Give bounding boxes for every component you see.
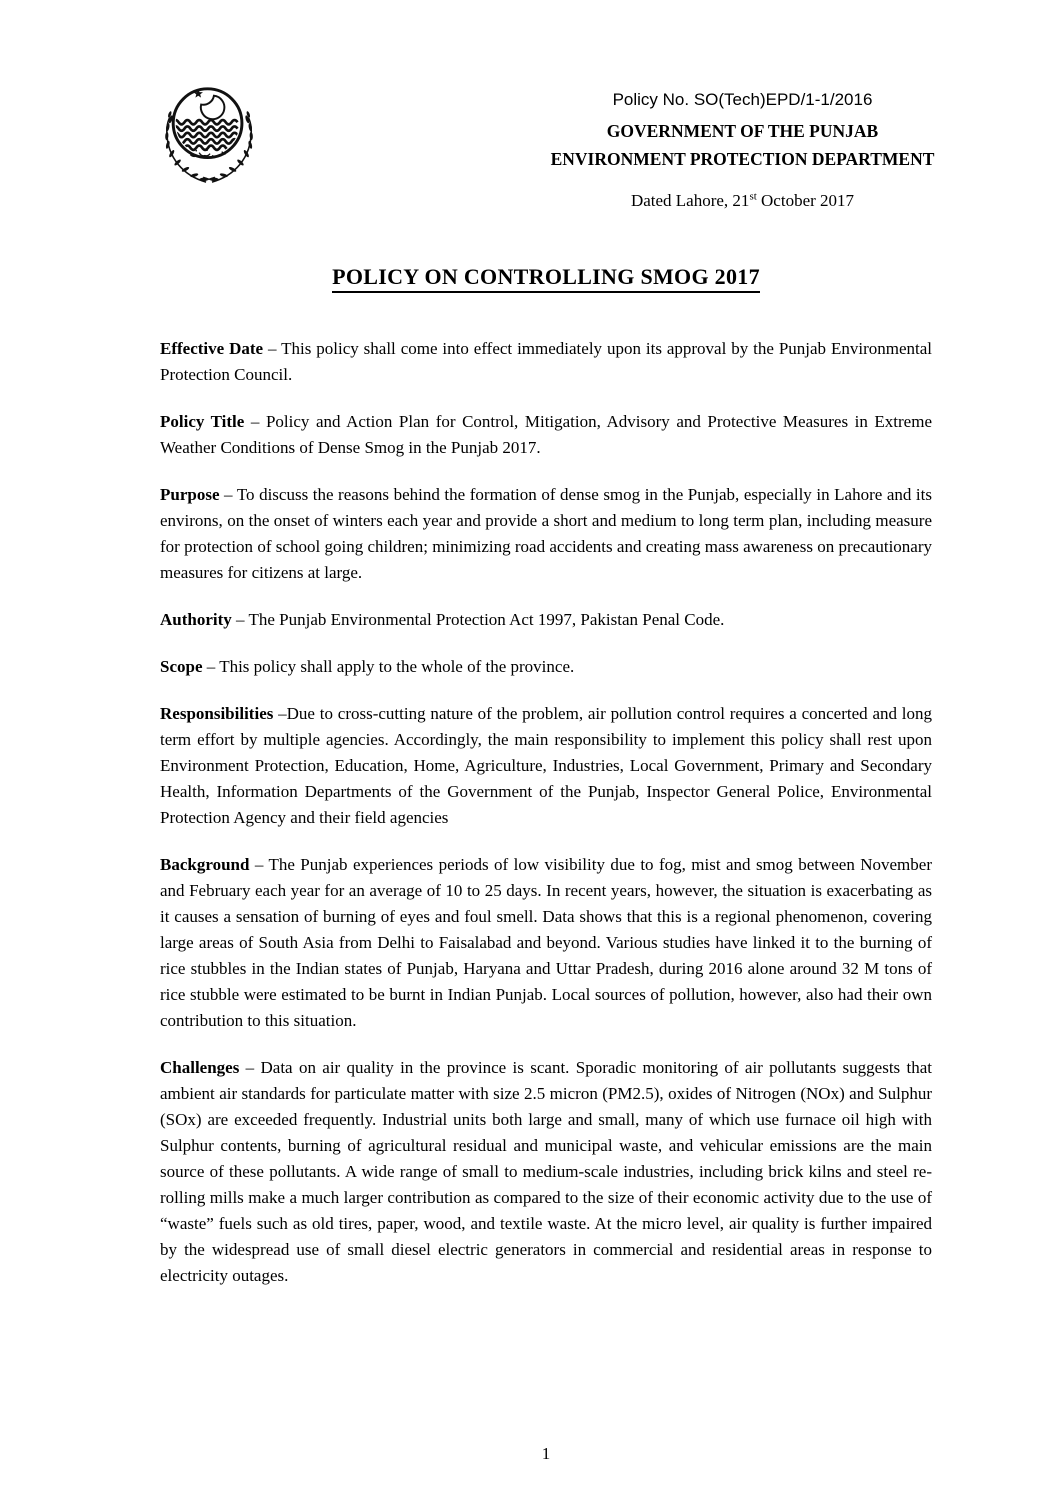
- paragraph-separator: –: [249, 855, 269, 874]
- policy-paragraph-purpose: [160, 482, 932, 586]
- dated-ordinal-superscript: st: [749, 190, 757, 203]
- paragraph-label: Responsibilities: [160, 704, 274, 723]
- paragraph-label: Authority: [160, 610, 232, 629]
- paragraph-separator: –: [219, 485, 237, 504]
- paragraph-text: Policy and Action Plan for Control, Mitigation, Advisory and Protective Measures in Extreme Weather Conditions of Dense Smog in the Punjab 2017.: [160, 412, 932, 457]
- policy-paragraph-policy-title: [160, 409, 932, 461]
- policy-paragraph-responsibilities: [160, 701, 932, 831]
- paragraph-separator: –: [202, 657, 220, 676]
- paragraph-label: Background: [160, 855, 250, 874]
- policy-paragraph-authority: [160, 607, 932, 633]
- punjab-emblem-logo: [147, 80, 275, 188]
- crescent-icon: [201, 96, 225, 119]
- dated-prefix: Dated Lahore, 21: [630, 191, 750, 210]
- page-number: 1: [541, 1444, 551, 1463]
- dated-line: [540, 190, 945, 212]
- policy-paragraph-effective-date: [160, 336, 932, 388]
- department-name: ENVIRONMENT PROTECTION DEPARTMENT: [550, 149, 935, 169]
- policy-number: Policy No. SO(Tech)EPD/1-1/2016: [612, 90, 873, 109]
- page-title: POLICY ON CONTROLLING SMOG 2017: [332, 264, 760, 293]
- policy-paragraph-challenges: [160, 1055, 932, 1289]
- paragraph-label: Purpose: [160, 485, 220, 504]
- paragraph-text: Data on air quality in the province is scant. Sporadic monitoring of air pollutants suggests that ambient air standards for particulate matter with size 2.5 micron (PM2.5), oxides of Nitrogen (NOx) and Sulphur (SOx) are exceeded frequently. Industrial units both large and small, many of which use furnace oil high with Sulphur contents, burning of agricultural residual and municipal waste, and vehicular emissions are the main source of these pollutants. A wide range of small to medium-scale industries, including brick kilns and steel re-rolling mills make a much larger contribution as compared to the size of their economic activity due to the use of “waste” fuels such as old tires, paper, wood, and textile waste. At the micro level, air quality is further impaired by the widespread use of small diesel electric generators in commercial and residential areas in response to electricity outages.: [160, 1058, 932, 1285]
- title-row: [160, 264, 932, 293]
- paragraph-text: The Punjab experiences periods of low visibility due to fog, mist and smog between November and February each year for an average of 10 to 25 days. In recent years, however, the situation is exacerbating as it causes a sensation of burning of eyes and foul smell. Data shows that this is a regional phenomenon, covering large areas of South Asia from Delhi to Faisalabad and beyond. Various studies have linked it to the burning of rice stubbles in the Indian states of Punjab, Haryana and Uttar Pradesh, during 2016 alone around 32 M tons of rice stubble were estimated to be burnt in Indian Punjab. Local sources of pollution, however, also had their own contribution to this situation.: [160, 855, 932, 1030]
- dated-suffix: October 2017: [756, 191, 855, 210]
- paragraph-separator: –: [239, 1058, 261, 1077]
- paragraph-separator: –: [231, 610, 249, 629]
- document-body: [160, 336, 932, 1310]
- paragraph-text: Due to cross-cutting nature of the problem, air pollution control requires a concerted and long term effort by multiple agencies. Accordingly, the main responsibility to implement this policy shall rest upon Environment Protection, Education, Home, Agriculture, Industries, Local Government, Primary and Secondary Health, Information Departments of the Government of the Punjab, Inspector General Police, Environmental Protection Agency and their field agencies: [160, 704, 932, 827]
- policy-paragraph-scope: [160, 654, 932, 680]
- paragraph-text: To discuss the reasons behind the formation of dense smog in the Punjab, especially in Lahore and its environs, on the onset of winters each year and provide a short and medium to long term plan, including measure for protection of school going children; minimizing road accidents and creating mass awareness on precautionary measures for citizens at large.: [160, 485, 932, 582]
- paragraph-text: The Punjab Environmental Protection Act 1997, Pakistan Penal Code.: [248, 610, 725, 629]
- policy-paragraph-background: [160, 852, 932, 1034]
- paragraph-label: Policy Title: [160, 412, 245, 431]
- paragraph-label: Challenges: [160, 1058, 240, 1077]
- paragraph-separator: –: [263, 339, 282, 358]
- document-header: [540, 90, 945, 212]
- government-name: GOVERNMENT OF THE PUNJAB: [606, 121, 879, 141]
- paragraph-label: Effective Date: [160, 339, 264, 358]
- paragraph-text: This policy shall apply to the whole of the province.: [219, 657, 575, 676]
- paragraph-label: Scope: [160, 657, 203, 676]
- paragraph-separator: –: [244, 412, 266, 431]
- paragraph-text: This policy shall come into effect immediately upon its approval by the Punjab Environmental Protection Council.: [160, 339, 932, 384]
- paragraph-separator: –: [273, 704, 287, 723]
